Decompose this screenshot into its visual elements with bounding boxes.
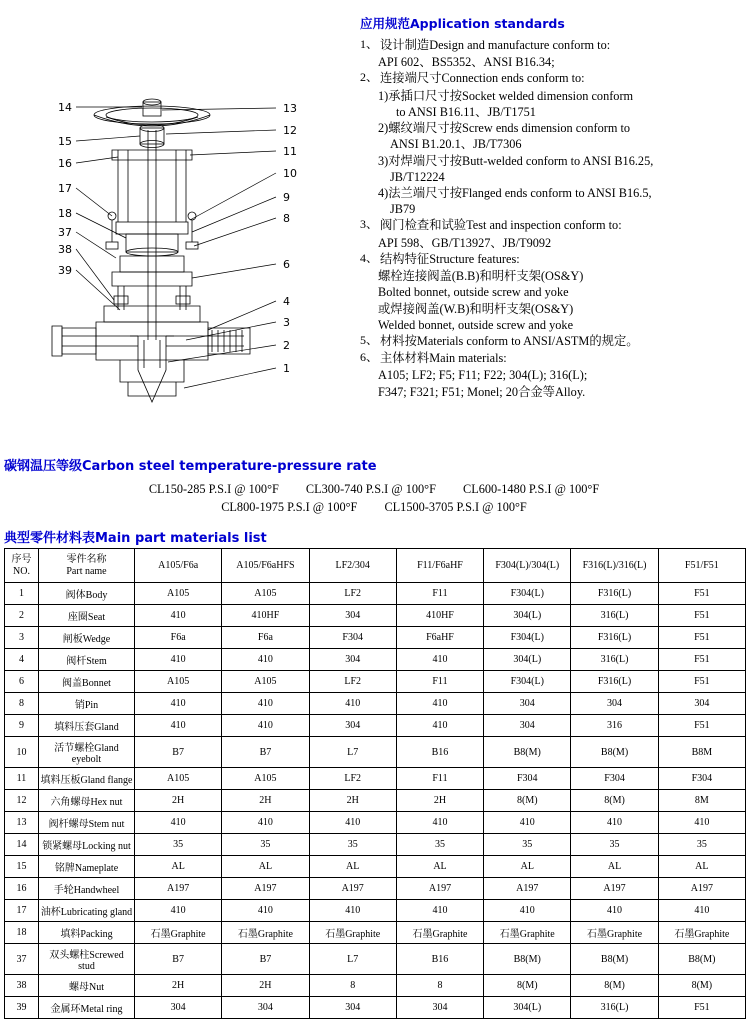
part-name: 填料Packing (39, 922, 135, 944)
materials-table-body (5, 583, 746, 1019)
header-line-en: NO. (13, 565, 30, 577)
material-cell: F304 (309, 627, 396, 649)
table-header-cell (5, 549, 39, 583)
material-cell: F6aHF (396, 627, 483, 649)
material-cell: 410 (396, 649, 483, 671)
table-row (5, 997, 746, 1019)
part-name: 油杯Lubricating gland (39, 900, 135, 922)
material-cell: F316(L) (571, 583, 658, 605)
material-cell: 410 (135, 605, 222, 627)
material-cell: 410 (135, 693, 222, 715)
material-cell: 410 (484, 812, 571, 834)
spec-item (360, 251, 745, 267)
material-cell: 石墨Graphite (658, 922, 745, 944)
spec-text: 结构特征Structure features: (380, 251, 520, 266)
tp-value: CL600-1480 P.S.I @ 100°F (463, 482, 600, 496)
table-header-cell (39, 549, 135, 583)
material-cell: 石墨Graphite (571, 922, 658, 944)
material-cell: A197 (135, 878, 222, 900)
material-cell: L7 (309, 737, 396, 768)
material-cell: 410 (571, 812, 658, 834)
material-cell: AL (309, 856, 396, 878)
svg-text:37: 37 (58, 226, 72, 239)
material-cell: 410HF (396, 605, 483, 627)
material-cell: 304 (571, 693, 658, 715)
material-cell: LF2 (309, 768, 396, 790)
material-cell: 8(M) (658, 975, 745, 997)
material-cell: 8(M) (571, 975, 658, 997)
materials-table-title: 典型零件材料表Main part materials list (4, 531, 267, 546)
header-line-cn: 零件名称 (66, 553, 107, 565)
spec-sub: Welded bonnet, outside screw and yoke (378, 317, 574, 332)
material-cell: 316 (571, 715, 658, 737)
material-cell: A197 (658, 878, 745, 900)
svg-text:10: 10 (283, 167, 297, 180)
table-row (5, 790, 746, 812)
material-cell: 304 (658, 693, 745, 715)
material-cell: 410 (396, 900, 483, 922)
material-cell: 石墨Graphite (222, 922, 309, 944)
material-cell: 2H (309, 790, 396, 812)
temperature-pressure-title: 碳钢温压等级Carbon steel temperature-pressure rate (4, 459, 377, 474)
material-cell: F304(L) (484, 671, 571, 693)
material-cell: 410 (571, 900, 658, 922)
table-header-cell: F11/F6aHF (396, 549, 483, 583)
material-cell: F11 (396, 671, 483, 693)
row-number: 10 (5, 737, 39, 768)
material-cell: F304(L) (484, 627, 571, 649)
table-row (5, 856, 746, 878)
row-number: 11 (5, 768, 39, 790)
material-cell: F304(L) (484, 583, 571, 605)
material-cell: 35 (396, 834, 483, 856)
table-row (5, 671, 746, 693)
material-cell: 410 (222, 812, 309, 834)
part-name: 阀杆螺母Stem nut (39, 812, 135, 834)
table-row (5, 737, 746, 768)
material-cell: A105 (135, 768, 222, 790)
material-cell: 410 (309, 812, 396, 834)
material-cell: 8(M) (484, 975, 571, 997)
part-name: 金属环Metal ring (39, 997, 135, 1019)
table-row (5, 922, 746, 944)
spec-sub: A105; LF2; F5; F11; F22; 304(L); 316(L); (378, 368, 588, 383)
table-header-cell: F304(L)/304(L) (484, 549, 571, 583)
material-cell: 石墨Graphite (396, 922, 483, 944)
material-cell: AL (571, 856, 658, 878)
temperature-pressure-section (4, 455, 744, 517)
spec-sub: API 602、BS5352、ANSI B16.34; (378, 55, 555, 70)
spec-sub: 或焊接阀盖(W.B)和明杆支架(OS&Y) (378, 301, 574, 316)
material-cell: F51 (658, 649, 745, 671)
spec-number: 2、 (360, 70, 379, 85)
material-cell: B8M (658, 737, 745, 768)
tp-value: CL800-1975 P.S.I @ 100°F (221, 500, 358, 515)
material-cell: 304(L) (484, 605, 571, 627)
material-cell: LF2 (309, 671, 396, 693)
spec-sub: 2)螺纹端尺寸按Screw ends dimension conform to (378, 121, 631, 136)
table-row (5, 715, 746, 737)
application-standards-panel (360, 14, 745, 400)
part-name: 螺母Nut (39, 975, 135, 997)
material-cell: 410 (309, 900, 396, 922)
material-cell: A197 (222, 878, 309, 900)
row-number: 13 (5, 812, 39, 834)
row-number: 37 (5, 944, 39, 975)
material-cell: A105 (135, 671, 222, 693)
part-name: 闸板Wedge (39, 627, 135, 649)
material-cell: B7 (222, 737, 309, 768)
material-cell: 316(L) (571, 997, 658, 1019)
material-cell: F304 (484, 768, 571, 790)
svg-text:15: 15 (58, 135, 72, 148)
spec-number: 4、 (360, 250, 379, 265)
row-number: 16 (5, 878, 39, 900)
svg-text:9: 9 (283, 191, 290, 204)
spec-sub: Bolted bonnet, outside screw and yoke (378, 285, 569, 300)
table-header-cell: A105/F6aHFS (222, 549, 309, 583)
svg-text:8: 8 (283, 212, 290, 225)
material-cell: 410HF (222, 605, 309, 627)
table-header-cell: F316(L)/316(L) (571, 549, 658, 583)
spec-item (360, 217, 745, 233)
table-row (5, 900, 746, 922)
material-cell: 35 (571, 834, 658, 856)
material-cell: 410 (658, 812, 745, 834)
row-number: 18 (5, 922, 39, 944)
material-cell: 304 (309, 997, 396, 1019)
svg-text:17: 17 (58, 182, 72, 195)
svg-text:39: 39 (58, 264, 72, 277)
material-cell: 410 (396, 693, 483, 715)
row-number: 17 (5, 900, 39, 922)
svg-text:18: 18 (58, 207, 72, 220)
table-row (5, 834, 746, 856)
material-cell: 2H (396, 790, 483, 812)
svg-text:1: 1 (283, 362, 290, 375)
part-name: 活节螺栓Gland eyebolt (39, 737, 135, 768)
spec-sub: 3)对焊端尺寸按Butt-welded conform to ANSI B16.25, (378, 153, 654, 168)
material-cell: 304 (484, 693, 571, 715)
row-number: 39 (5, 997, 39, 1019)
material-cell: 8(M) (484, 790, 571, 812)
material-cell: AL (658, 856, 745, 878)
material-cell: F51 (658, 997, 745, 1019)
material-cell: 2H (222, 975, 309, 997)
material-cell: B16 (396, 944, 483, 975)
table-row (5, 944, 746, 975)
row-number: 12 (5, 790, 39, 812)
table-row (5, 583, 746, 605)
material-cell: 410 (135, 812, 222, 834)
material-cell: 304(L) (484, 997, 571, 1019)
spec-sub: 1)承插口尺寸按Socket welded dimension conform (378, 88, 634, 103)
svg-text:38: 38 (58, 243, 72, 256)
material-cell: B8(M) (571, 944, 658, 975)
material-cell: 304 (309, 649, 396, 671)
table-header-cell: F51/F51 (658, 549, 745, 583)
spec-text: 设计制造Design and manufacture conform to: (380, 38, 611, 52)
part-name: 填料压板Gland flange (39, 768, 135, 790)
material-cell: B8(M) (484, 944, 571, 975)
spec-sub: JB79 (390, 202, 416, 217)
table-row (5, 878, 746, 900)
spec-number: 3、 (360, 217, 379, 232)
table-row (5, 812, 746, 834)
part-name: 座圈Seat (39, 605, 135, 627)
material-cell: 35 (135, 834, 222, 856)
svg-text:14: 14 (58, 101, 72, 114)
spec-sub: 螺栓连接阀盖(B.B)和明杆支架(OS&Y) (378, 269, 584, 284)
row-number: 8 (5, 693, 39, 715)
header-line-en: Part name (66, 565, 107, 577)
material-cell: F304 (658, 768, 745, 790)
application-standards-heading: 应用规范Application standards (360, 16, 565, 31)
row-number: 38 (5, 975, 39, 997)
row-number: 4 (5, 649, 39, 671)
material-cell: 410 (484, 900, 571, 922)
table-row (5, 627, 746, 649)
material-cell: 35 (484, 834, 571, 856)
material-cell: A105 (222, 671, 309, 693)
temperature-pressure-line-1 (4, 480, 744, 498)
material-cell: LF2 (309, 583, 396, 605)
material-cell: 410 (135, 715, 222, 737)
material-cell: F51 (658, 627, 745, 649)
spec-number: 6、 (360, 350, 379, 365)
material-cell: 410 (222, 900, 309, 922)
material-cell: 2H (135, 975, 222, 997)
material-cell: 410 (396, 715, 483, 737)
part-name: 手轮Handwheel (39, 878, 135, 900)
material-cell: 35 (222, 834, 309, 856)
material-cell: 316(L) (571, 649, 658, 671)
row-number: 2 (5, 605, 39, 627)
part-name: 双头螺柱Screwed stud (39, 944, 135, 975)
material-cell: 304 (309, 605, 396, 627)
material-cell: 410 (135, 900, 222, 922)
material-cell: 35 (658, 834, 745, 856)
material-cell: 8 (396, 975, 483, 997)
material-cell: 316(L) (571, 605, 658, 627)
table-row (5, 649, 746, 671)
materials-table (4, 548, 746, 1019)
svg-text:13: 13 (283, 102, 297, 115)
table-header-row (5, 549, 746, 583)
spec-sub: ANSI B1.20.1、JB/T7306 (390, 137, 522, 152)
material-cell: A197 (309, 878, 396, 900)
material-cell: AL (396, 856, 483, 878)
temperature-pressure-line-2 (4, 498, 744, 516)
svg-text:16: 16 (58, 157, 72, 170)
spec-item (360, 350, 745, 366)
material-cell: 410 (396, 812, 483, 834)
material-cell: 410 (222, 715, 309, 737)
material-cell: 石墨Graphite (309, 922, 396, 944)
material-cell: A197 (396, 878, 483, 900)
tp-value: CL1500-3705 P.S.I @ 100°F (384, 500, 527, 515)
material-cell: AL (484, 856, 571, 878)
svg-text:11: 11 (283, 145, 297, 158)
material-cell: B8(M) (484, 737, 571, 768)
material-cell: F6a (135, 627, 222, 649)
row-number: 1 (5, 583, 39, 605)
table-row (5, 768, 746, 790)
part-name: 六角螺母Hex nut (39, 790, 135, 812)
spec-text: 材料按Materials conform to ANSI/ASTM的规定。 (380, 333, 639, 348)
material-cell: F51 (658, 671, 745, 693)
material-cell: F304 (571, 768, 658, 790)
spec-item (360, 333, 745, 349)
material-cell: AL (222, 856, 309, 878)
material-cell: 410 (658, 900, 745, 922)
table-row (5, 975, 746, 997)
part-name: 铭牌Nameplate (39, 856, 135, 878)
material-cell: F11 (396, 768, 483, 790)
svg-text:12: 12 (283, 124, 297, 137)
part-name: 销Pin (39, 693, 135, 715)
material-cell: 410 (309, 693, 396, 715)
material-cell: A197 (571, 878, 658, 900)
material-cell: 304(L) (484, 649, 571, 671)
spec-text: 阀门检查和试验Test and inspection conform to: (380, 218, 622, 233)
material-cell: 8M (658, 790, 745, 812)
row-number: 6 (5, 671, 39, 693)
material-cell: B7 (135, 944, 222, 975)
spec-text: 连接端尺寸Connection ends conform to: (380, 71, 585, 86)
tp-value: CL150-285 P.S.I @ 100°F (148, 482, 279, 496)
spec-number: 1、 (360, 37, 379, 51)
valve-diagram (0, 10, 345, 430)
material-cell: 410 (135, 649, 222, 671)
spec-item (360, 37, 745, 53)
material-cell: B7 (222, 944, 309, 975)
material-cell: A105 (222, 768, 309, 790)
material-cell: 304 (396, 997, 483, 1019)
part-name: 阀体Body (39, 583, 135, 605)
row-number: 9 (5, 715, 39, 737)
row-number: 15 (5, 856, 39, 878)
row-number: 14 (5, 834, 39, 856)
material-cell: L7 (309, 944, 396, 975)
svg-text:2: 2 (283, 339, 290, 352)
material-cell: F51 (658, 715, 745, 737)
material-cell: B8(M) (658, 944, 745, 975)
part-name: 填料压套Gland (39, 715, 135, 737)
material-cell: 304 (135, 997, 222, 1019)
material-cell: 304 (309, 715, 396, 737)
part-name: 阀杆Stem (39, 649, 135, 671)
spec-sub: F347; F321; F51; Monel; 20合金等Alloy. (378, 384, 586, 399)
spec-sub: JB/T12224 (390, 169, 445, 184)
material-cell: 410 (222, 693, 309, 715)
material-cell: AL (135, 856, 222, 878)
material-cell: F6a (222, 627, 309, 649)
table-header-cell: A105/F6a (135, 549, 222, 583)
spec-number: 5、 (360, 332, 379, 347)
spec-sub: to ANSI B16.11、JB/T1751 (396, 104, 536, 119)
material-cell: A105 (222, 583, 309, 605)
part-name: 阀盖Bonnet (39, 671, 135, 693)
svg-text:4: 4 (283, 295, 290, 308)
row-number: 3 (5, 627, 39, 649)
material-cell: F316(L) (571, 627, 658, 649)
material-cell: 304 (222, 997, 309, 1019)
material-cell: F11 (396, 583, 483, 605)
header-line-cn: 序号 (11, 553, 32, 565)
material-cell: 2H (135, 790, 222, 812)
material-cell: 2H (222, 790, 309, 812)
part-name: 锁紧螺母Locking nut (39, 834, 135, 856)
material-cell: B8(M) (571, 737, 658, 768)
tp-value: CL300-740 P.S.I @ 100°F (305, 482, 436, 496)
spec-item (360, 70, 745, 86)
material-cell: F316(L) (571, 671, 658, 693)
svg-text:3: 3 (283, 316, 290, 329)
material-cell: B7 (135, 737, 222, 768)
table-row (5, 605, 746, 627)
material-cell: 304 (484, 715, 571, 737)
material-cell: A197 (484, 878, 571, 900)
material-cell: A105 (135, 583, 222, 605)
spec-text: 主体材料Main materials: (380, 351, 507, 366)
table-row (5, 693, 746, 715)
material-cell: 8 (309, 975, 396, 997)
material-cell: 410 (222, 649, 309, 671)
svg-text:6: 6 (283, 258, 290, 271)
spec-sub: API 598、GB/T13927、JB/T9092 (378, 235, 552, 250)
material-cell: 石墨Graphite (135, 922, 222, 944)
table-header-cell: LF2/304 (309, 549, 396, 583)
material-cell: 8(M) (571, 790, 658, 812)
material-cell: 石墨Graphite (484, 922, 571, 944)
material-cell: 35 (309, 834, 396, 856)
material-cell: F51 (658, 583, 745, 605)
material-cell: B16 (396, 737, 483, 768)
material-cell: F51 (658, 605, 745, 627)
spec-sub: 4)法兰端尺寸按Flanged ends conform to ANSI B16.5, (378, 185, 652, 200)
